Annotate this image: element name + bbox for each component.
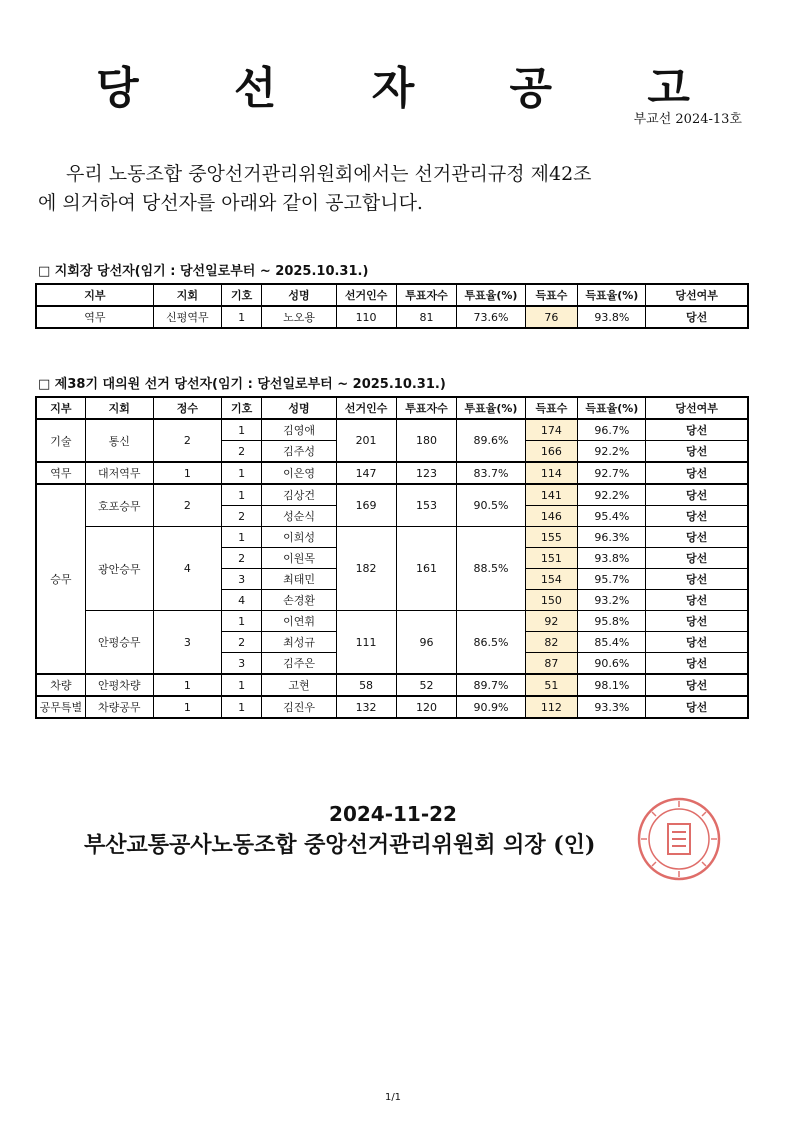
cell-votes: 114 <box>525 462 578 484</box>
header-branch: 지부 <box>37 285 154 307</box>
signer-line <box>84 828 595 859</box>
cell-voters: 153 <box>396 484 457 527</box>
intro-paragraph <box>38 160 758 218</box>
cell-electors: 110 <box>336 306 396 328</box>
signer-title: 부산교통공사노동조합 중앙선거관리위원회 의장 <box>84 832 546 858</box>
cell-seats: 2 <box>153 484 221 527</box>
table-row <box>37 611 748 632</box>
table-row <box>37 306 748 328</box>
cell-branch: 역무 <box>37 306 154 328</box>
cell-vote-rate: 93.3% <box>578 696 646 718</box>
cell-votes: 151 <box>525 548 578 569</box>
cell-number: 2 <box>221 548 262 569</box>
cell-turnout: 88.5% <box>457 527 525 611</box>
cell-name: 김주성 <box>262 441 336 463</box>
table-row <box>37 696 748 718</box>
cell-votes: 150 <box>525 590 578 611</box>
cell-electors: 58 <box>336 674 396 696</box>
cell-number: 2 <box>221 506 262 527</box>
cell-result: 당선 <box>646 590 748 611</box>
cell-vote-rate: 85.4% <box>578 632 646 653</box>
section1-title: □ 지회장 당선자(임기 : 당선일로부터 ~ 2025.10.31.) <box>38 264 369 279</box>
cell-votes: 82 <box>525 632 578 653</box>
cell-chapter: 안평승무 <box>85 611 153 675</box>
cell-result: 당선 <box>646 527 748 548</box>
cell-result: 당선 <box>646 548 748 569</box>
cell-vote-rate: 92.2% <box>578 484 646 506</box>
cell-name: 최태민 <box>262 569 336 590</box>
cell-number: 1 <box>221 527 262 548</box>
cell-number: 2 <box>221 441 262 463</box>
cell-result: 당선 <box>646 462 748 484</box>
cell-result: 당선 <box>646 306 748 328</box>
header-chapter: 지회 <box>85 398 153 420</box>
cell-vote-rate: 98.1% <box>578 674 646 696</box>
cell-voters: 161 <box>396 527 457 611</box>
cell-result: 당선 <box>646 419 748 441</box>
cell-name: 김상건 <box>262 484 336 506</box>
cell-electors: 201 <box>336 419 396 462</box>
header-chapter: 지회 <box>153 285 221 307</box>
cell-name: 최성규 <box>262 632 336 653</box>
header-electors: 선거인수 <box>336 398 396 420</box>
cell-turnout: 89.6% <box>457 419 525 462</box>
cell-vote-rate: 95.4% <box>578 506 646 527</box>
cell-electors: 111 <box>336 611 396 675</box>
cell-vote-rate: 96.3% <box>578 527 646 548</box>
cell-turnout: 90.5% <box>457 484 525 527</box>
cell-votes: 155 <box>525 527 578 548</box>
cell-vote-rate: 90.6% <box>578 653 646 675</box>
cell-name: 이연휘 <box>262 611 336 632</box>
cell-number: 1 <box>221 306 262 328</box>
cell-turnout: 83.7% <box>457 462 525 484</box>
cell-result: 당선 <box>646 653 748 675</box>
cell-voters: 123 <box>396 462 457 484</box>
cell-number: 1 <box>221 696 262 718</box>
cell-number: 4 <box>221 590 262 611</box>
cell-seats: 3 <box>153 611 221 675</box>
cell-number: 1 <box>221 419 262 441</box>
cell-turnout: 90.9% <box>457 696 525 718</box>
cell-votes: 174 <box>525 419 578 441</box>
cell-name: 김주은 <box>262 653 336 675</box>
cell-vote-rate: 93.8% <box>578 548 646 569</box>
header-voters: 투표자수 <box>396 285 457 307</box>
cell-chapter: 통신 <box>85 419 153 462</box>
cell-result: 당선 <box>646 484 748 506</box>
cell-branch: 공무특별 <box>37 696 86 718</box>
cell-voters: 52 <box>396 674 457 696</box>
header-result: 당선여부 <box>646 285 748 307</box>
cell-voters: 120 <box>396 696 457 718</box>
cell-name: 고현 <box>262 674 336 696</box>
cell-electors: 169 <box>336 484 396 527</box>
section2-header-row <box>37 398 748 420</box>
header-turnout: 투표율(%) <box>457 398 525 420</box>
page-indicator: 1/1 <box>384 1092 402 1103</box>
cell-result: 당선 <box>646 696 748 718</box>
cell-votes: 154 <box>525 569 578 590</box>
cell-branch: 차량 <box>37 674 86 696</box>
header-result: 당선여부 <box>646 398 748 420</box>
cell-votes: 51 <box>525 674 578 696</box>
cell-branch: 역무 <box>37 462 86 484</box>
cell-votes: 141 <box>525 484 578 506</box>
section1-table <box>36 284 748 328</box>
table-row <box>37 419 748 441</box>
table-row <box>37 527 748 548</box>
cell-chapter: 광안승무 <box>85 527 153 611</box>
cell-branch: 승무 <box>37 484 86 674</box>
header-seats: 정수 <box>153 398 221 420</box>
cell-number: 3 <box>221 653 262 675</box>
section1-header-row <box>37 285 748 307</box>
cell-name: 손경환 <box>262 590 336 611</box>
document-title: 당 선 자 공 고 <box>96 63 730 114</box>
cell-result: 당선 <box>646 632 748 653</box>
cell-seats: 1 <box>153 674 221 696</box>
header-branch: 지부 <box>37 398 86 420</box>
cell-number: 1 <box>221 611 262 632</box>
header-number: 기호 <box>221 285 262 307</box>
intro-line-2: 에 의거하여 당선자를 아래와 같이 공고합니다. <box>38 192 423 214</box>
cell-result: 당선 <box>646 569 748 590</box>
cell-name: 성순식 <box>262 506 336 527</box>
cell-seats: 2 <box>153 419 221 462</box>
cell-result: 당선 <box>646 441 748 463</box>
cell-vote-rate: 93.8% <box>578 306 646 328</box>
cell-number: 1 <box>221 674 262 696</box>
header-vote-rate: 득표율(%) <box>578 398 646 420</box>
table-row <box>37 674 748 696</box>
cell-vote-rate: 92.2% <box>578 441 646 463</box>
cell-seats: 1 <box>153 462 221 484</box>
document-number: 부교선 2024-13호 <box>633 112 742 127</box>
table-row <box>37 484 748 506</box>
cell-votes: 92 <box>525 611 578 632</box>
official-seal-stamp <box>636 796 722 882</box>
cell-result: 당선 <box>646 611 748 632</box>
cell-number: 3 <box>221 569 262 590</box>
cell-electors: 147 <box>336 462 396 484</box>
cell-seats: 1 <box>153 696 221 718</box>
cell-name: 이원목 <box>262 548 336 569</box>
cell-vote-rate: 96.7% <box>578 419 646 441</box>
cell-voters: 180 <box>396 419 457 462</box>
seal-mark: (인) <box>553 832 596 858</box>
cell-number: 1 <box>221 484 262 506</box>
cell-votes: 87 <box>525 653 578 675</box>
cell-vote-rate: 95.7% <box>578 569 646 590</box>
cell-electors: 132 <box>336 696 396 718</box>
cell-votes: 112 <box>525 696 578 718</box>
cell-result: 당선 <box>646 506 748 527</box>
cell-chapter: 호포승무 <box>85 484 153 527</box>
cell-name: 김영애 <box>262 419 336 441</box>
header-vote-rate: 득표율(%) <box>578 285 646 307</box>
cell-number: 2 <box>221 632 262 653</box>
header-number: 기호 <box>221 398 262 420</box>
cell-name: 이희성 <box>262 527 336 548</box>
table-row <box>37 462 748 484</box>
cell-chapter: 신평역무 <box>153 306 221 328</box>
cell-electors: 182 <box>336 527 396 611</box>
cell-voters: 81 <box>396 306 457 328</box>
cell-seats: 4 <box>153 527 221 611</box>
cell-vote-rate: 92.7% <box>578 462 646 484</box>
cell-chapter: 차량공무 <box>85 696 153 718</box>
cell-branch: 기술 <box>37 419 86 462</box>
section2-table <box>36 397 748 718</box>
cell-name: 김진우 <box>262 696 336 718</box>
header-votes: 득표수 <box>525 285 578 307</box>
cell-name: 노오용 <box>262 306 336 328</box>
cell-votes: 146 <box>525 506 578 527</box>
cell-turnout: 86.5% <box>457 611 525 675</box>
cell-name: 이은영 <box>262 462 336 484</box>
cell-turnout: 89.7% <box>457 674 525 696</box>
header-electors: 선거인수 <box>336 285 396 307</box>
header-turnout: 투표율(%) <box>457 285 525 307</box>
cell-chapter: 대저역무 <box>85 462 153 484</box>
cell-votes: 166 <box>525 441 578 463</box>
cell-votes: 76 <box>525 306 578 328</box>
cell-vote-rate: 93.2% <box>578 590 646 611</box>
cell-number: 1 <box>221 462 262 484</box>
header-name: 성명 <box>262 285 336 307</box>
cell-vote-rate: 95.8% <box>578 611 646 632</box>
cell-chapter: 안평차량 <box>85 674 153 696</box>
cell-voters: 96 <box>396 611 457 675</box>
intro-line-1: 우리 노동조합 중앙선거관리위원회에서는 선거관리규정 제42조 <box>66 163 592 185</box>
announcement-date: 2024-11-22 <box>329 802 457 826</box>
cell-turnout: 73.6% <box>457 306 525 328</box>
section2-title: □ 제38기 대의원 선거 당선자(임기 : 당선일로부터 ~ 2025.10.31.) <box>38 377 446 392</box>
header-voters: 투표자수 <box>396 398 457 420</box>
header-name: 성명 <box>262 398 336 420</box>
cell-result: 당선 <box>646 674 748 696</box>
header-votes: 득표수 <box>525 398 578 420</box>
